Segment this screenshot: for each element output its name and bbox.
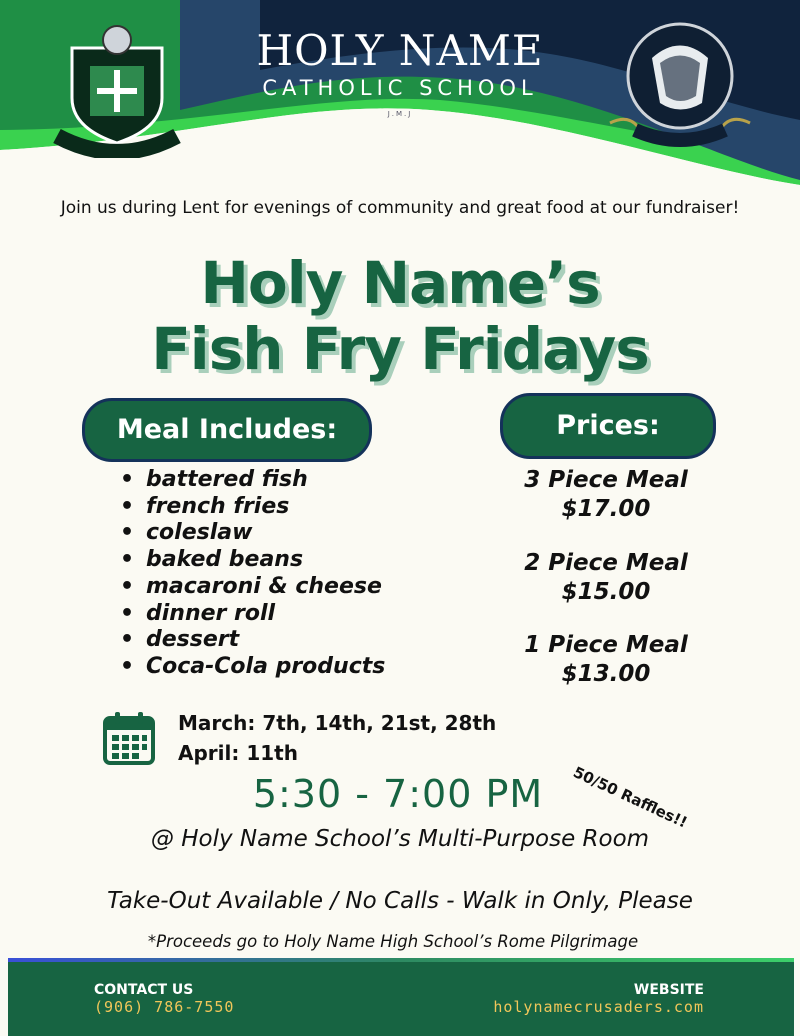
meal-item-label: baked beans xyxy=(146,547,304,573)
price-option-price: $13.00 xyxy=(561,661,651,687)
bullet-icon: • xyxy=(120,467,135,492)
list-item xyxy=(120,574,460,601)
bullet-icon: • xyxy=(120,600,135,626)
prices-heading: Prices: xyxy=(500,393,716,459)
event-dates xyxy=(178,708,496,768)
price-option-2-piece xyxy=(500,549,712,607)
april-dates: April: 11th xyxy=(178,741,298,765)
contact-label: CONTACT US xyxy=(94,982,194,998)
meal-item-label: Coca-Cola products xyxy=(146,653,386,679)
meal-item-label: dinner roll xyxy=(146,600,276,626)
meal-includes-heading: Meal Includes: xyxy=(82,398,372,462)
raffle-callout: 50/50 Raffles!! xyxy=(570,763,691,832)
price-option-price: $15.00 xyxy=(561,579,651,605)
school-name: HOLY NAME xyxy=(256,26,544,75)
meal-item-label: dessert xyxy=(146,627,240,653)
list-item xyxy=(120,627,460,654)
bullet-icon: • xyxy=(120,520,135,546)
website-label: WEBSITE xyxy=(633,982,704,998)
price-option-name: 3 Piece Meal xyxy=(524,467,688,493)
list-item xyxy=(120,494,460,521)
price-option-1-piece xyxy=(500,631,712,689)
price-option-3-piece xyxy=(500,466,712,524)
contact-phone[interactable]: (906) 786-7550 xyxy=(94,998,235,1016)
intro-text: Join us during Lent for evenings of community and great food at our fundraiser! xyxy=(60,198,740,218)
meal-item-label: macaroni & cheese xyxy=(146,573,382,599)
bullet-icon: • xyxy=(120,547,135,573)
meal-items-list xyxy=(120,467,460,681)
list-item xyxy=(120,601,460,628)
list-item xyxy=(120,547,460,574)
jmj-mark: J.M.J xyxy=(387,110,413,118)
meal-item-label: battered fish xyxy=(146,467,308,492)
contact-block xyxy=(94,982,234,1016)
price-option-name: 2 Piece Meal xyxy=(524,550,688,576)
price-option-name: 1 Piece Meal xyxy=(524,632,688,658)
meal-item-label: french fries xyxy=(146,493,290,519)
bullet-icon: • xyxy=(120,653,135,679)
bullet-icon: • xyxy=(120,627,135,653)
bullet-icon: • xyxy=(120,573,135,599)
list-item xyxy=(120,467,460,494)
header-banner xyxy=(0,0,800,200)
meal-item-label: coleslaw xyxy=(146,520,253,546)
website-block xyxy=(493,982,704,1016)
event-headline xyxy=(0,250,800,382)
cultura-vitae-seal-logo xyxy=(590,18,770,153)
crusaders-crest-logo xyxy=(52,18,182,158)
calendar-icon xyxy=(102,710,156,766)
proceeds-note: *Proceeds go to Holy Name High School’s Rome Pilgrimage xyxy=(147,932,639,951)
website-link[interactable]: holynamecrusaders.com xyxy=(493,998,704,1016)
list-item xyxy=(120,654,460,681)
price-option-price: $17.00 xyxy=(561,496,651,522)
march-dates: March: 7th, 14th, 21st, 28th xyxy=(178,711,497,735)
school-subtitle: CATHOLIC SCHOOL xyxy=(262,76,538,100)
list-item xyxy=(120,520,460,547)
school-title xyxy=(240,28,560,100)
headline-line-2: Fish Fry Fridays xyxy=(151,315,649,383)
event-location: @ Holy Name School’s Multi-Purpose Room xyxy=(150,826,650,852)
event-time: 5:30 - 7:00 PM xyxy=(252,772,544,816)
footer-bar xyxy=(8,958,794,1036)
headline-line-1: Holy Name’s xyxy=(200,249,600,317)
bullet-icon: • xyxy=(120,493,135,519)
takeout-note: Take-Out Available / No Calls - Walk in Only, Please xyxy=(107,888,693,914)
